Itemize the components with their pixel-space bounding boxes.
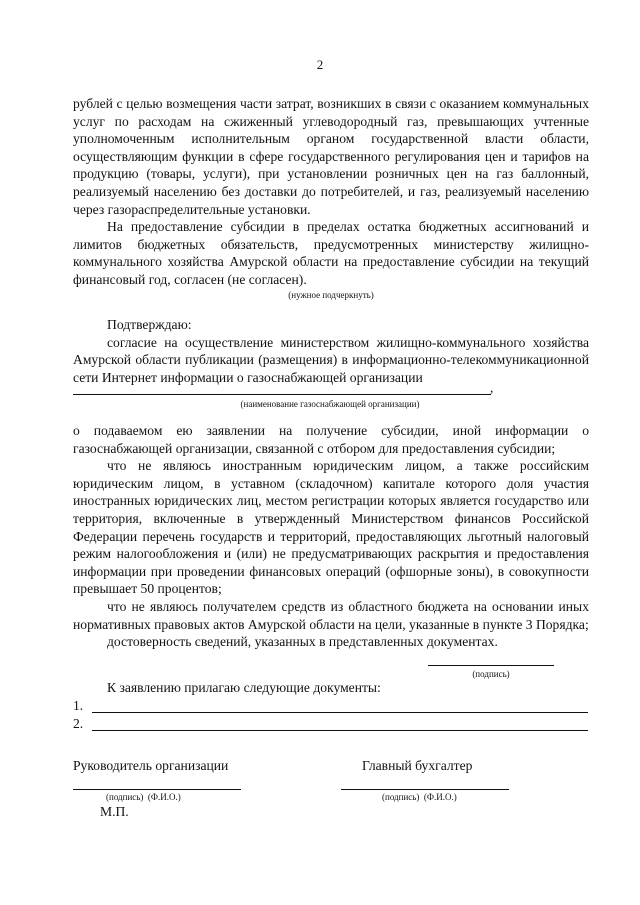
accountant-signature-caption: (подпись) (Ф.И.О.) — [382, 792, 457, 802]
paragraph-publication-consent: согласие на осуществление министерством жилищно-коммунального хозяйства Амурской области публикации (размещения) в информационно-телекоммуникационной сети Интернет информации о газоснабжающей организации — [73, 334, 589, 385]
note-signature: (подпись) — [472, 669, 510, 679]
org-name-line[interactable] — [73, 394, 491, 395]
head-signature-line[interactable] — [73, 789, 241, 790]
main-text-block-3 — [73, 422, 589, 651]
paragraph-application-info: о подаваемом ею заявлении на получение субсидии, иной информации о газоснабжающей организации, связанной с отбором для предоставления субсидии; — [73, 423, 589, 456]
attachments-heading: К заявлению прилагаю следующие документы: — [107, 680, 381, 695]
main-text-block-2 — [73, 316, 589, 386]
note-org-name: (наименование газоснабжающей организации) — [240, 399, 420, 409]
head-signature-caption: (подпись) (Ф.И.О.) — [106, 792, 181, 802]
note-underline: (нужное подчеркнуть) — [288, 289, 374, 300]
accountant-signature-line[interactable] — [341, 789, 509, 790]
attachment-line-2[interactable] — [92, 730, 588, 731]
attachment-line-1[interactable] — [92, 712, 588, 713]
attachment-number-1: 1. — [73, 698, 84, 713]
org-name-comma: , — [490, 380, 494, 395]
paragraph-data-accuracy: достоверность сведений, указанных в представленных документах. — [107, 634, 498, 650]
applicant-signature-line[interactable] — [428, 665, 554, 666]
stamp-place: М.П. — [100, 804, 129, 819]
chief-accountant-label: Главный бухгалтер — [362, 758, 473, 773]
head-of-organization-label: Руководитель организации — [73, 758, 229, 773]
main-text-block-1 — [73, 95, 589, 301]
page-number: 2 — [316, 57, 324, 72]
paragraph-subsidy-consent: На предоставление субсидии в пределах остатка бюджетных ассигнований и лимитов бюджетных обязательств, предусмотренных министерству жилищно-коммунального хозяйства Амурской области на предоставление субсидии на текущий финансовый год, согласен (не согласен). — [73, 219, 589, 287]
paragraph-not-foreign-entity: что не являюсь иностранным юридическим лицом, а также российским юридическим лицом, в уставном (складочном) капитале которого доля участия иностранных юридических лиц, местом регистрации которых является государство или территория, включенные в утвержденный Министерством финансов Российской Федерации перечень государств и территорий, предоставляющих льготный налоговый режим налогообложения и (или) не предусматривающих раскрытия и предоставления информации при проведении финансовых операций (офшорные зоны), в совокупности превышает 50 процентов; — [73, 458, 589, 597]
confirm-heading: Подтверждаю: — [107, 317, 192, 332]
attachment-number-2: 2. — [73, 716, 84, 731]
paragraph-not-recipient: что не являюсь получателем средств из областного бюджета на основании иных нормативных правовых актов Амурской области на цели, указанные в пункте 3 Порядка; — [73, 598, 589, 632]
paragraph-cost-compensation: рублей с целью возмещения части затрат, возникших в связи с оказанием коммунальных услуг по расходам на сжиженный углеводородный газ, превышающих учтенные уполномоченным исполнительным органом государственной власти области, осуществляющим функции в сфере государственного регулирования цен и тарифов на продукцию (товары, услуги), при установлении розничных цен на газ баллонный, реализуемый населению без доставки до потребителей, и газ, реализуемый населению через газораспределительные установки. — [73, 96, 589, 217]
